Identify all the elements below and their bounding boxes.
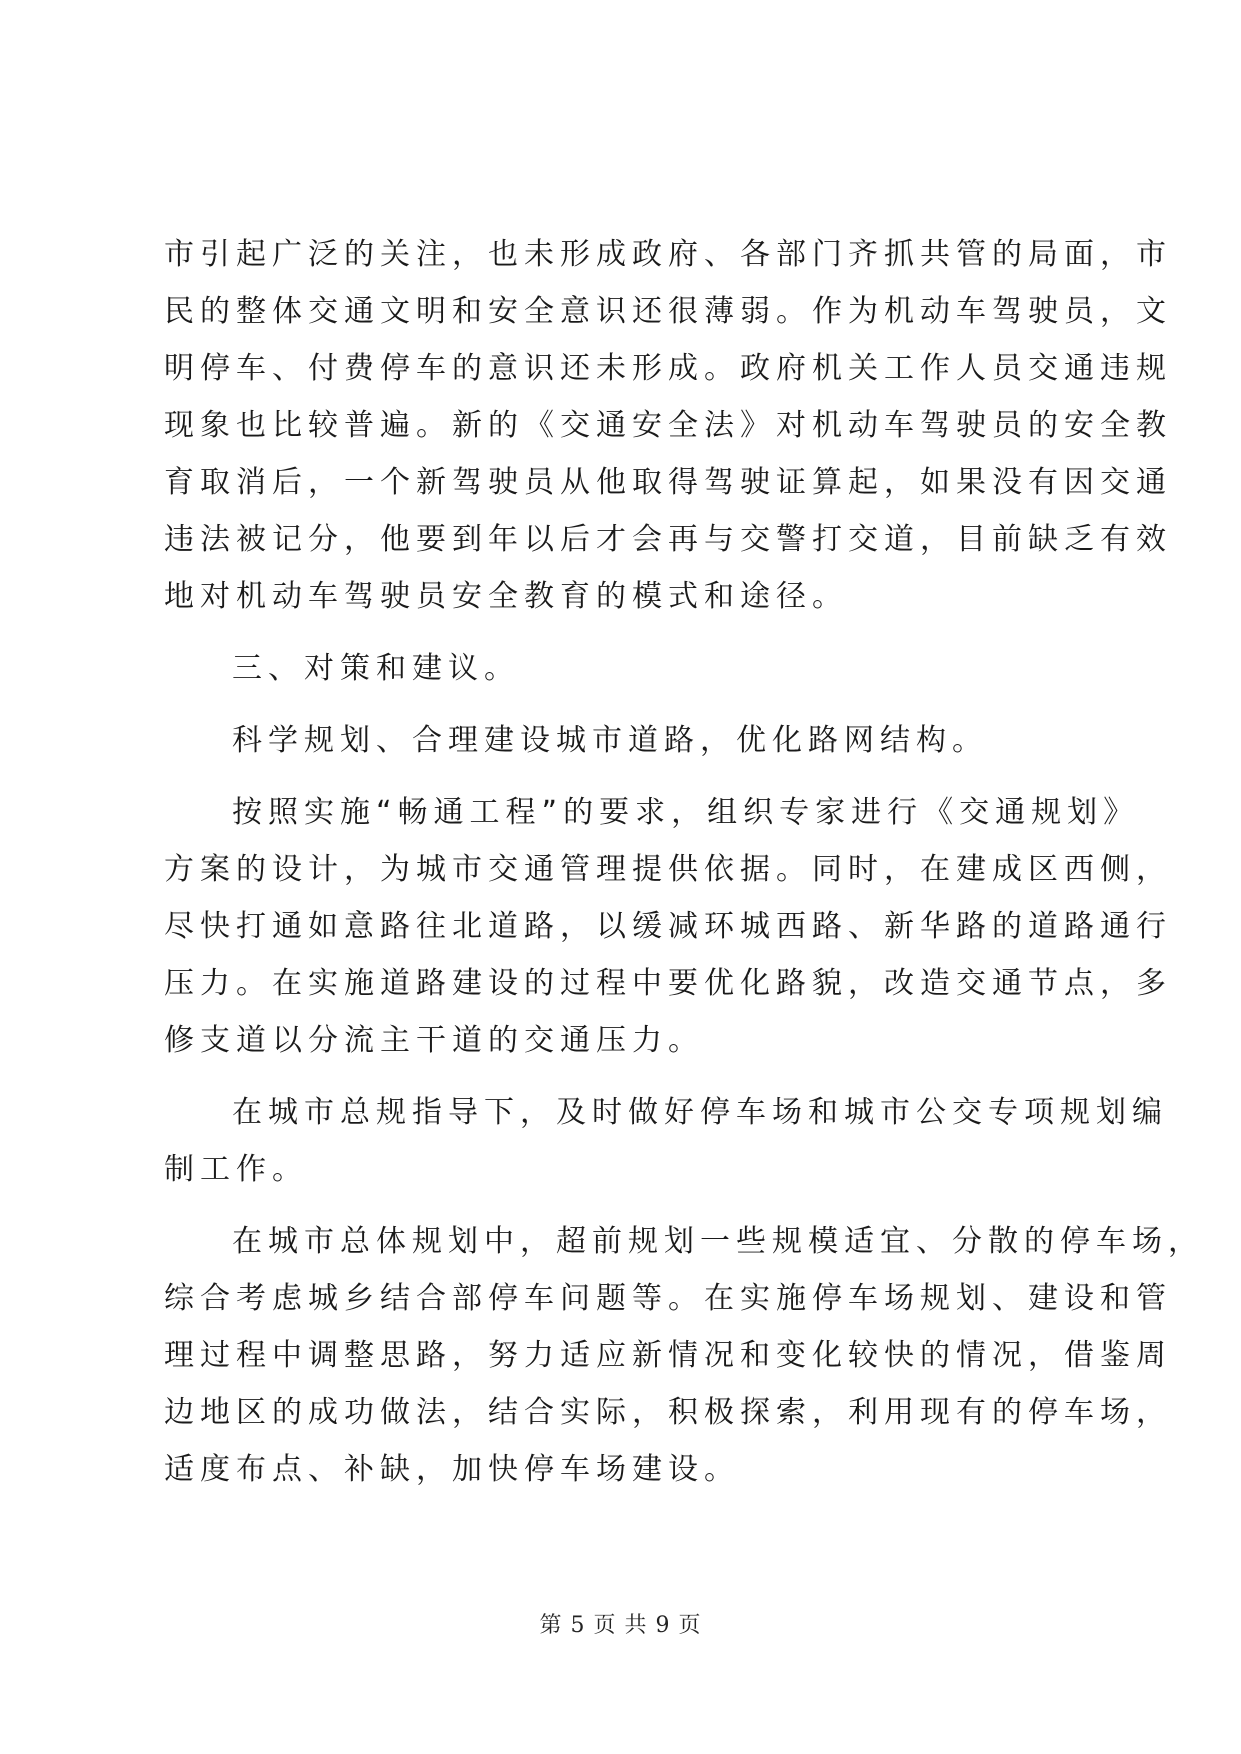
text-line: 方案的设计，为城市交通管理提供依据。同时，在建成区西侧， [164,852,1172,887]
text-line: 边地区的成功做法，结合实际，积极探索，利用现有的停车场， [164,1395,1172,1430]
text-line: 压力。在实施道路建设的过程中要优化路貌，改造交通节点，多 [164,966,1172,1001]
text-line: 尽快打通如意路往北道路，以缓减环城西路、新华路的道路通行 [164,909,1172,944]
text-line: 地对机动车驾驶员安全教育的模式和途径。 [164,579,848,614]
text-line: 修支道以分流主干道的交通压力。 [164,1023,704,1058]
paragraph-1 [164,226,1172,625]
section-heading [164,640,1076,697]
page-number-footer: 第 5 页 共 9 页 [539,1613,702,1638]
text-line: 综合考虑城乡结合部停车问题等。在实施停车场规划、建设和管 [164,1281,1172,1316]
text-line: 适度布点、补缺，加快停车场建设。 [164,1452,740,1487]
text-line: 按照实施“畅通工程”的要求，组织专家进行《交通规划》 [232,795,1140,830]
text-line: 制工作。 [164,1152,308,1187]
body-text [164,226,1204,1498]
paragraph-6 [164,1213,1204,1498]
text-line: 育取消后，一个新驾驶员从他取得驾驶证算起，如果没有因交通 [164,465,1172,500]
paragraph-4 [164,784,1172,1069]
paragraph-3 [164,712,1076,769]
text-line: 在城市总体规划中，超前规划一些规模适宜、分散的停车场， [232,1224,1204,1259]
paragraph-5 [164,1084,1168,1198]
text-line: 理过程中调整思路，努力适应新情况和变化较快的情况，借鉴周 [164,1338,1172,1373]
text-line: 民的整体交通文明和安全意识还很薄弱。作为机动车驾驶员，文 [164,294,1172,329]
text-line: 明停车、付费停车的意识还未形成。政府机关工作人员交通违规 [164,351,1172,386]
text-line: 市引起广泛的关注，也未形成政府、各部门齐抓共管的局面，市 [164,237,1172,272]
text-line: 在城市总规指导下，及时做好停车场和城市公交专项规划编 [232,1095,1168,1130]
text-line: 科学规划、合理建设城市道路，优化路网结构。 [232,723,988,758]
text-line: 违法被记分，他要到年以后才会再与交警打交道，目前缺乏有效 [164,522,1172,557]
text-line: 现象也比较普遍。新的《交通安全法》对机动车驾驶员的安全教 [164,408,1172,443]
text-line: 三、对策和建议。 [232,651,520,686]
